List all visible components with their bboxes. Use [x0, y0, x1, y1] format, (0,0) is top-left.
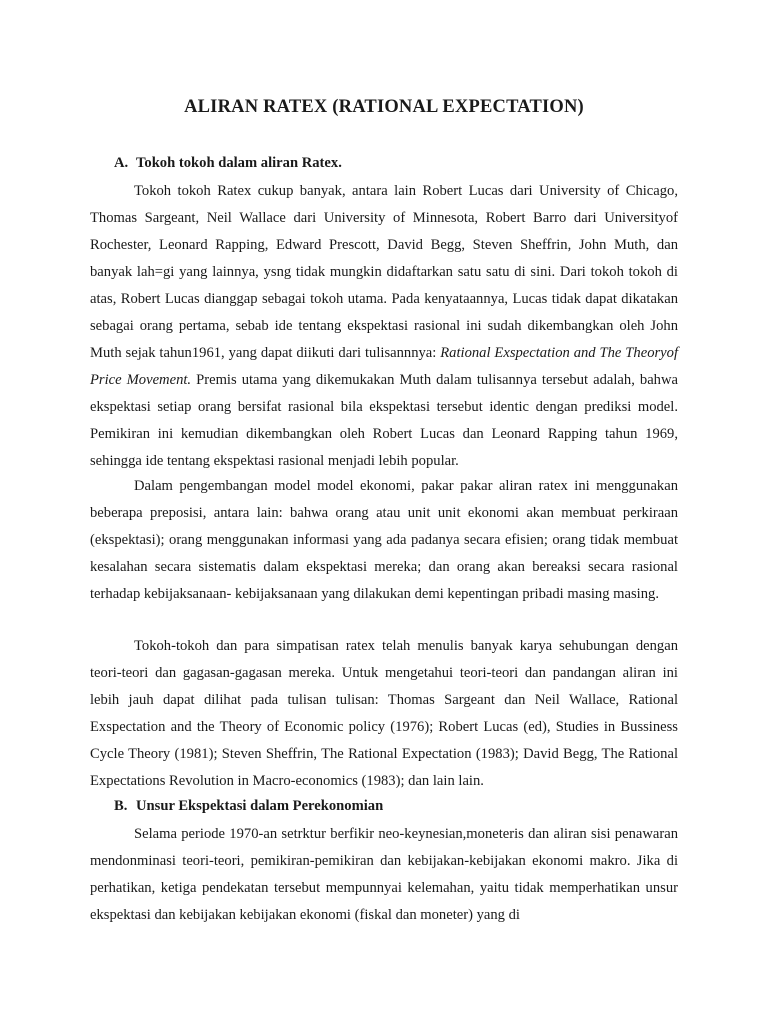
section-b-paragraph-1: Selama periode 1970-an setrktur berfikir neo-keynesian,moneteris dan aliran sisi penawaran mendonminasi teori-teori, pemikiran-pemikiran dan kebijakan-kebijakan ekonomi makro. Jika di perhatikan, ketiga pendekatan tersebut mempunnyai kelemahan, yaitu tidak memperhatikan unsur ekspektasi dan kebijakan kebijakan ekonomi (fiskal dan moneter) yang di [90, 826, 678, 923]
section-a-paragraph-1 [90, 178, 678, 475]
section-a-paragraph-3: Tokoh-tokoh dan para simpatisan ratex telah menulis banyak karya sehubungan dengan teori-teori dan gagasan-gagasan mereka. Untuk mengetahui teori-teori dan pandangan aliran ini lebih jauh dapat dilihat pada tulisan tulisan: Thomas Sargeant dan Neil Wallace, Rational Exspectation and the Theory of Economic policy (1976); Robert Lucas (ed), Studies in Bussiness Cycle Theory (1981); Steven Sheffrin, The Rational Expectation (1983); David Begg, The Rational Expectations Revolution in Macro-economics (1983); dan lain lain. [90, 638, 678, 789]
document-title: ALIRAN RATEX (RATIONAL EXPECTATION) [184, 97, 584, 117]
section-a-paragraph-2: Dalam pengembangan model model ekonomi, pakar pakar aliran ratex ini menggunakan beberapa preposisi, antara lain: bahwa orang atau unit unit ekonomi akan membuat perkiraan (ekspektasi); orang menggunakan informasi yang ada padanya secara efisien; orang tidak membuat kesalahan secara sistematis dalam ekspektasi mereka; dan orang akan bereaksi secara rasional terhadap kebijaksanaan- kebijaksanaan yang dilakukan demi kepentingan pribadi masing masing. [90, 478, 678, 602]
section-b-heading-text: Unsur Ekspektasi dalam Perekonomian [136, 798, 384, 814]
section-a-paragraph-1-italic-title: Rational Exspectation and The Theoryof Price Movement. [90, 345, 679, 388]
section-a-heading-text: Tokoh tokoh dalam aliran Ratex. [136, 155, 342, 171]
section-a-heading [114, 153, 342, 173]
section-b-letter: B. [114, 798, 128, 814]
section-a-paragraph-1-text-a: Tokoh tokoh Ratex cukup banyak, antara lain Robert Lucas dari University of Chicago, Thomas Sargeant, Neil Wallace dari University of Minnesota, Robert Barro dari Universityof Rochester, Leonard Rapping, Edward Prescott, David Begg, Steven Sheffrin, John Muth, dan banyak lah=gi yang lainnya, ysng tidak mungkin didaftarkan satu satu di sini. Dari tokoh tokoh di atas, Robert Lucas dianggap sebagai tokoh utama. Pada kenyataannya, Lucas tidak dapat dikatakan sebagai orang pertama, sebab ide tentang ekspektasi rasional ini sudah dikembangkan oleh John Muth sejak tahun1961, yang dapat diikuti dari tulisannnya: [90, 183, 678, 361]
section-b-heading [114, 796, 383, 816]
section-a-letter: A. [114, 155, 129, 171]
section-a-paragraph-1-text-b: Premis utama yang dikemukakan Muth dalam tulisannya tersebut adalah, bahwa ekspektasi setiap orang bersifat rasional bila ekspektasi tersebut identic dengan prediksi model. Pemikiran ini kemudian dikembangkan oleh Robert Lucas dan Leonard Rapping tahun 1969, sehingga ide tentang ekspektasi rasional menjadi lebih popular. [90, 372, 678, 469]
